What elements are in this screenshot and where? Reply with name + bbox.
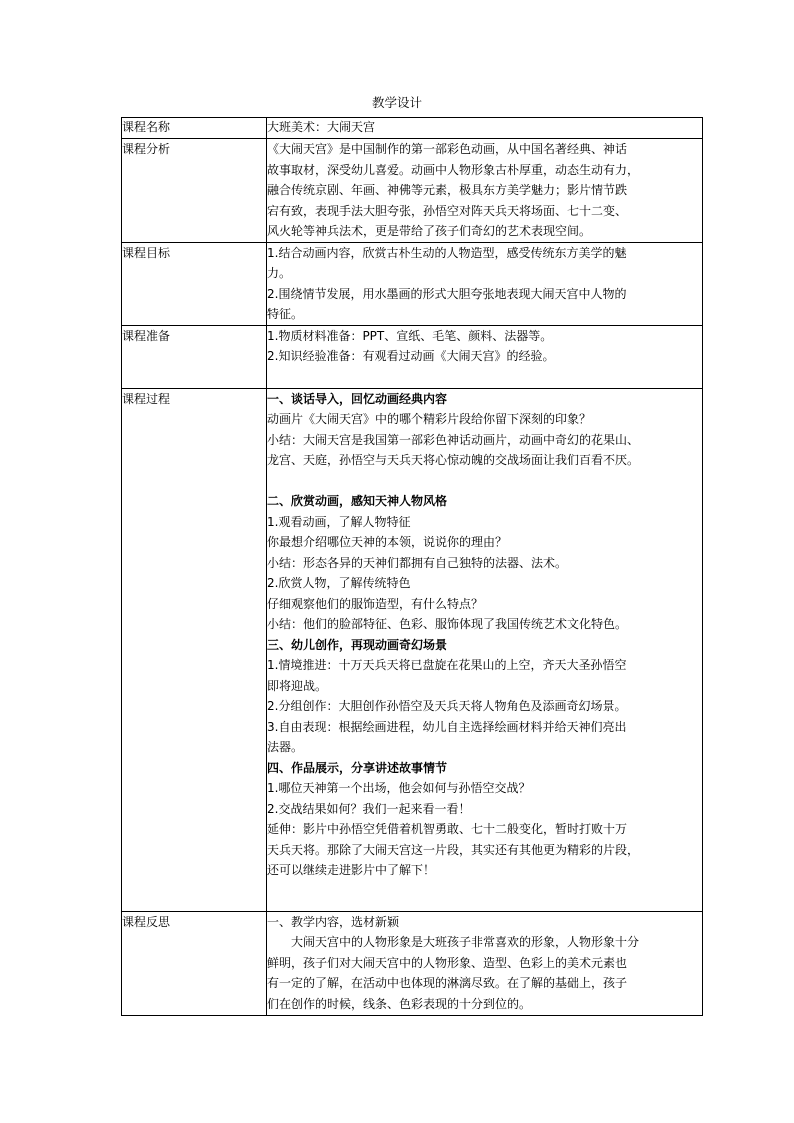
goals-line: 1.结合动画内容，欣赏古朴生动的人物造型，感受传统东方美学的魅 — [267, 245, 627, 260]
document-title: 教学设计 — [371, 95, 422, 110]
prep-line: 1.物质材料准备：PPT、宣纸、毛笔、颜料、法器等。 — [267, 328, 553, 343]
row-course-analysis — [122, 139, 703, 243]
course-name-value: 大班美术：大闹天宫 — [267, 118, 703, 139]
label-course-analysis: 课程分析 — [122, 139, 267, 243]
row-course-name — [122, 118, 703, 139]
process-line: 即将迎战。 — [267, 678, 328, 693]
process-line: 小结：他们的脸部特征、色彩、服饰体现了我国传统艺术文化特色。 — [267, 617, 628, 631]
reflection-heading: 一、教学内容，选材新颖 — [267, 914, 400, 929]
label-course-reflection: 课程反思 — [122, 911, 267, 1015]
course-preparation-content — [267, 325, 703, 388]
reflection-line: 大闹天宫中的人物形象是大班孩子非常喜欢的形象，人物形象十分 — [291, 935, 640, 949]
course-process-content — [267, 388, 703, 911]
blank-line — [267, 471, 702, 492]
reflection-line: 鲜明，孩子们对大闹天宫中的人物形象、造型、色彩上的美术元素也 — [267, 955, 628, 970]
process-line: 3.自由表现：根据绘画进程，幼儿自主选择绘画材料并给天神们亮出 — [267, 719, 627, 734]
course-reflection-content — [267, 911, 703, 1015]
process-line: 小结：大闹天宫是我国第一部彩色神话动画片，动画中奇幻的花果山、 — [267, 432, 640, 447]
process-line: 你最想介绍哪位天神的本领，说说你的理由？ — [267, 535, 508, 549]
lesson-plan-table — [121, 117, 703, 1016]
process-line: 1.观看动画，了解人物特征 — [267, 514, 411, 529]
process-line: 龙宫、天庭，孙悟空与天兵天将心惊动魄的交战场面让我们百看不厌。 — [267, 453, 640, 467]
process-line: 2.交战结果如何？我们一起来看一看！ — [267, 801, 471, 816]
process-line: 延伸：影片中孙悟空凭借着机智勇敢、七十二般变化，暂时打败十万 — [267, 822, 628, 836]
row-course-preparation — [122, 325, 703, 388]
reflection-line: 有一定的了解，在活动中也体现的淋漓尽致。在了解的基础上，孩子 — [267, 976, 628, 990]
goals-line: 力。 — [267, 266, 292, 280]
row-course-goals — [122, 242, 703, 325]
process-line: 天兵天将。那除了大闹天宫这一片段，其实还有其他更为精彩的片段， — [267, 842, 640, 857]
goals-line: 特征。 — [267, 307, 304, 321]
section-heading: 四、作品展示，分享讲述故事情节 — [267, 760, 448, 775]
prep-line: 2.知识经验准备：有观看过动画《大闹天宫》的经验。 — [267, 349, 555, 363]
section-heading: 二、欣赏动画，感知天神人物风格 — [267, 494, 448, 508]
process-line: 还可以继续走进影片中了解下！ — [267, 863, 436, 877]
row-course-process — [122, 388, 703, 911]
goals-line: 2.围绕情节发展，用水墨画的形式大胆夸张地表现大闹天宫中人物的 — [267, 286, 627, 301]
reflection-line: 们在创作的时候，线条、色彩表现的十分到位的。 — [267, 996, 532, 1011]
analysis-line: 故事取材，深受幼儿喜爱。动画中人物形象古朴厚重，动态生动有力， — [267, 162, 640, 177]
course-goals-content — [267, 242, 703, 325]
label-course-process: 课程过程 — [122, 388, 267, 911]
process-line: 1.情境推进：十万天兵天将已盘旋在花果山的上空，齐天大圣孙悟空 — [267, 658, 627, 672]
label-course-preparation: 课程准备 — [122, 325, 267, 388]
label-course-goals: 课程目标 — [122, 242, 267, 325]
analysis-line: 宕有致，表现手法大胆夸张，孙悟空对阵天兵天将场面、七十二变、 — [267, 203, 628, 218]
analysis-line: 融合传统京剧、年画、神佛等元素，极具东方美学魅力；影片情节跌 — [267, 183, 628, 197]
process-line: 小结：形态各异的天神们都拥有自己独特的法器、法术。 — [267, 555, 568, 570]
analysis-line: 《大闹天宫》是中国制作的第一部彩色动画，从中国名著经典、神话 — [267, 142, 628, 156]
section-heading: 一、谈话导入，回忆动画经典内容 — [267, 391, 448, 406]
analysis-line: 风火轮等神兵法术，更是带给了孩子们奇幻的艺术表现空间。 — [267, 224, 592, 238]
process-line: 1.哪位天神第一个出场，他会如何与孙悟空交战？ — [267, 781, 531, 795]
label-course-name: 课程名称 — [122, 118, 267, 139]
process-line: 2.分组创作：大胆创作孙悟空及天兵天将人物角色及添画奇幻场景。 — [267, 699, 627, 713]
section-heading: 三、幼儿创作，再现动画奇幻场景 — [267, 637, 448, 652]
course-analysis-content — [267, 139, 703, 243]
process-line: 仔细观察他们的服饰造型，有什么特点？ — [267, 596, 484, 611]
process-line: 2.欣赏人物，了解传统特色 — [267, 576, 411, 590]
process-line: 动画片《大闹天宫》中的哪个精彩片段给你留下深刻的印象？ — [267, 412, 592, 426]
row-course-reflection — [122, 911, 703, 1015]
process-line: 法器。 — [267, 740, 304, 754]
